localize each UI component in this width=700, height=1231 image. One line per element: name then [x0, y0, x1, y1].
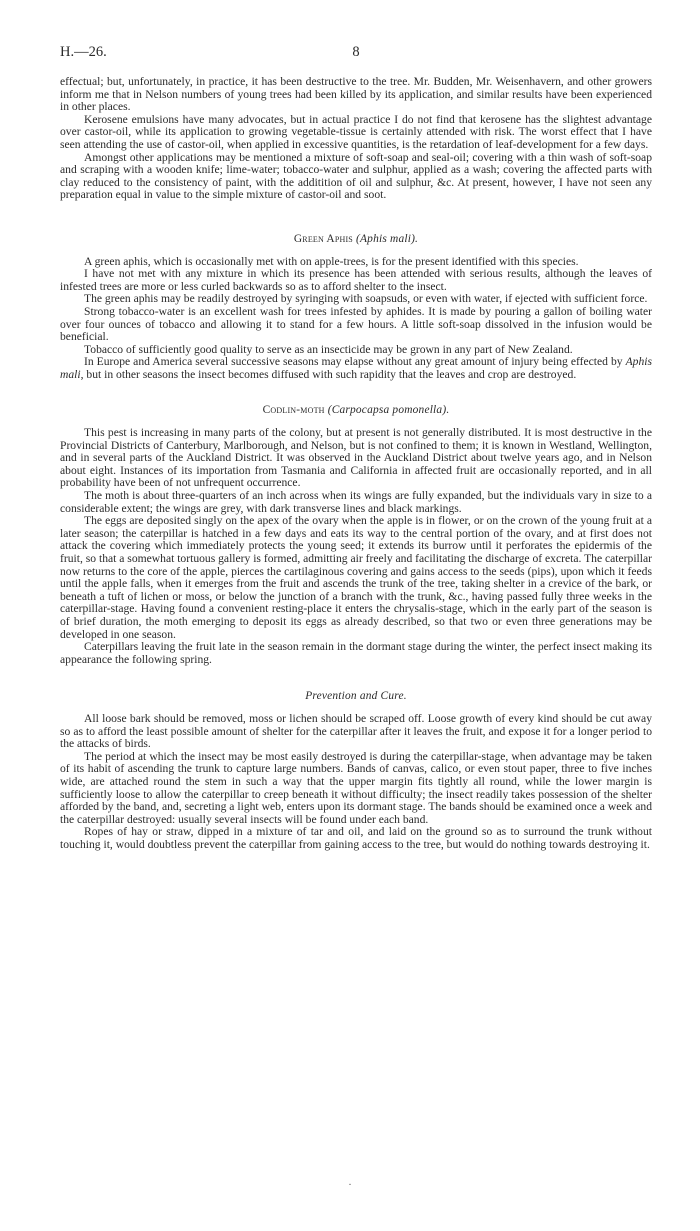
paragraph: Amongst other applications may be mentioned a mixture of soft-soap and seal-oil; covering with a thin wash of soft-soap and scraping with a wooden knife; lime-water; tobacco-water and sulphur, applied as a wash; covering the affected parts with clay reduced to the consistency of paint, with the additition of oil and sulphur, &c. At present, however, I have not seen any preparation equal in value to the simple mixture of castor-oil and soot. [60, 150, 652, 202]
section-title: Codlin-moth [262, 404, 325, 417]
page-body [60, 76, 652, 851]
paragraph: This pest is increasing in many parts of the colony, but at present is not generally distributed. It is most destructive in the Provincial Districts of Canterbury, Marlborough, and Nelson, but is not confined to them; it is known in Westland, Wellington, and in several parts of the Auckland District. It was observed in the Auckland District about twelve years ago, and in Nelson about eight. Instances of its importation from Tasmania and California in affected fruit are occasionally reported, and in all probability have been of not unfrequent occurrence. [60, 426, 652, 490]
paragraph: The moth is about three-quarters of an inch across when its wings are fully expanded, but the individuals vary in size to a considerable extent; the wings are grey, with dark transverse lines and black markings. [60, 489, 652, 515]
section-title-latin: (Aphis mali). [356, 232, 419, 245]
paragraph: Kerosene emulsions have many advocates, but in actual practice I do not find that kerosene has the slightest advantage over castor-oil, while its application to growing vegetable-tissue is certainly attended with risk. The worst effect that I have seen attending the use of castor-oil, when applied in excessive quantities, is the retardation of leaf-development for a few days. [60, 112, 652, 151]
text-run: , but in other seasons the insect becomes diffused with such rapidity that the leaves and crop are destroyed. [80, 367, 577, 381]
page-header [60, 44, 652, 66]
paragraph: Tobacco of sufficiently good quality to serve as an insecticide may be grown in any part of New Zealand. [84, 342, 573, 356]
document-reference: H.—26. [60, 44, 107, 60]
section-heading-prevention [60, 690, 652, 703]
paragraph: Ropes of hay or straw, dipped in a mixture of tar and oil, and laid on the ground so as to surround the trunk without touching it, would doubtless prevent the caterpillar from gaining access to the tree, but would do nothing towards destroying it. [60, 825, 652, 851]
paragraph: A green aphis, which is occasionally met with on apple-trees, is for the present identified with this species. [84, 254, 579, 268]
footer-mark: . [348, 1176, 352, 1188]
section-title: Prevention and Cure. [305, 690, 407, 703]
paragraph: The period at which the insect may be most easily destroyed is during the caterpillar-stage, when advantage may be taken of its habit of ascending the trunk to capture large numbers. Bands of canvas, calico, or even stout paper, three to five inches wide, are attached round the stem in such a way that the upper margin fits tightly all round, while the lower margin is sufficiently loose to allow the caterpillar to creep beneath it without difficulty; the insect readily takes possession of the shelter afforded by the band, and, secreting a light web, enters upon its dormant stage. The bands should be examined once a week and the caterpillar destroyed: usually several insects will be found under each band. [60, 749, 652, 826]
paragraph: Strong tobacco-water is an excellent wash for trees infested by aphides. It is made by pouring a gallon of boiling water over four ounces of tobacco and allowing it to stand for a few hours. A little soft-soap dissolved in the infusion would be beneficial. [60, 304, 652, 344]
paragraph: The eggs are deposited singly on the apex of the ovary when the apple is in flower, or on the crown of the young fruit at a later season; the caterpillar is hatched in a few days and eats its way to the central portion of the ovary, and at first does not attack the covering which immediately protects the young seed; it extends its burrow until it perforates the epidermis of the fruit, so that a somewhat tortuous gallery is formed, admitting air freely and facilitating the discharge of excreta. The caterpillar now returns to the core of the apple, pierces the cartilaginous covering and gains access to the seeds (pips), upon which it feeds until the apple falls, when it emerges from the fruit and ascends the trunk of the tree, taking shelter in a crevice of the bark, or beneath a tuft of lichen or moss, or below the junction of a branch with the trunk, &c., having passed fully three weeks in the caterpillar-stage. Having found a convenient resting-place it enters the chrysalis-stage, which in the early part of the season is of brief duration, the moth emerging to deposit its eggs as already described, so that two or even three generations may be developed in one season. [60, 514, 652, 641]
section-heading-green-aphis [60, 233, 652, 246]
paragraph: The green aphis may be readily destroyed by syringing with soapsuds, or even with water, if ejected with sufficient force. [84, 292, 648, 306]
paragraph: I have not met with any mixture in which its presence has been attended with serious results, although the leaves of infested trees are more or less curled backwards so as to afford shelter to the insect. [60, 267, 652, 293]
section-heading-codlin-moth [60, 404, 652, 417]
paragraph: effectual; but, unfortunately, in practice, it has been destructive to the tree. Mr. Budden, Mr. Weisenhavern, and other growers inform me that in Nelson numbers of young trees had been killed by its application, and similar results have been experienced in other places. [60, 75, 652, 114]
species-name: Aphis mali [60, 355, 652, 381]
text-run: In Europe and America several successive seasons may elapse without any great amount of injury being effected by [84, 355, 626, 369]
paragraph: All loose bark should be removed, moss or lichen should be scraped off. Loose growth of every kind should be cut away so as to afford the least possible amount of shelter for the caterpillar after it leaves the fruit, and expose it for a longer period to the attacks of birds. [60, 711, 652, 751]
page-number: 8 [352, 44, 360, 60]
section-title: Green Aphis [293, 232, 353, 245]
paragraph: Caterpillars leaving the fruit late in the season remain in the dormant stage during the winter, the perfect insect making its appearance the following spring. [60, 640, 652, 666]
section-title-latin: (Carpocapsa pomonella). [327, 404, 450, 417]
paragraph [60, 356, 652, 381]
